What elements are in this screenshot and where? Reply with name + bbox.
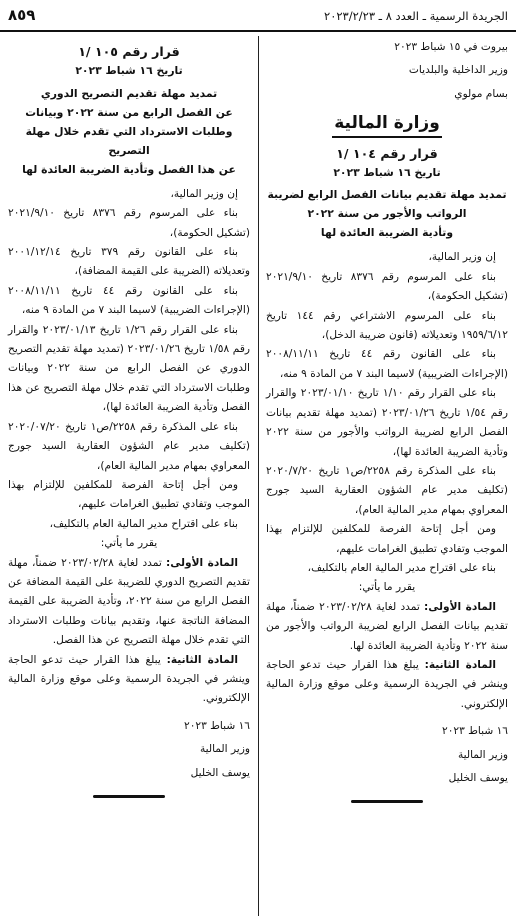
ministry-heading: وزارة المالية <box>334 113 440 134</box>
signature-name: بسام مولوي <box>454 87 508 100</box>
column-divider <box>258 36 259 916</box>
decision-date: تاريخ ١٦ شباط ٢٠٢٣ <box>75 64 183 78</box>
signature-name: يوسف الخليل <box>190 766 250 779</box>
subject-line: وتأدية الضريبة العائدة لها <box>320 226 454 240</box>
page-header <box>0 0 516 32</box>
article-1 <box>8 554 250 651</box>
recital: بناء على القانون رقم ٤٤ تاريخ ٢٠٠٨/١١/١١ (الإجراءات الضريبية) لاسيما البند ٧ من المادة ٩ منه، <box>266 348 508 380</box>
signature-place-date: بيروت في ١٥ شباط ٢٠٢٣ <box>394 41 508 53</box>
page-number: ٨٥٩ <box>8 6 36 24</box>
recital: بناء على اقتراح مدير المالية العام بالتكليف، <box>307 561 496 574</box>
recital: بناء على المرسوم رقم ٨٣٧٦ تاريخ ٢٠٢١/٩/١٠ (تشكيل الحكومة)، <box>8 207 250 239</box>
recital: بناء على القرار رقم ١/٢٦ تاريخ ٢٠٢٣/٠١/١٣ والقرار رقم ١/٥٨ تاريخ ٢٠٢٣/٠١/٢٦ (تمديد مهلة تقديم التصريح الدوري عن الفصل الرابع من سنة ٢٠٢٢ وبيانات وطلبات الاسترداد التي تقدم خلال مهلة التصريح عن هذا الفصل وتأدية الضريبة العائدة لها)، <box>8 323 250 414</box>
article-1-text: تمدد لغاية ٢٠٢٣/٠٢/٢٨ ضمناً، مهلة تقديم بيانات الفصل الرابع لضريبة الرواتب والأجور من سنة ٢٠٢٢ وتأدية الضريبة العائدة لها. <box>266 600 508 652</box>
recital: بناء على المذكرة رقم ٢٢٥٨/ص١ تاريخ ٢٠٢٠/٠٧/٢٠ (تكليف مدير عام الشؤون العقارية السيد جورج المعراوي بمهام مدير المالية العام)، <box>8 420 250 472</box>
decision-number: قرار رقم ١٠٤ /١ <box>336 145 438 161</box>
subject-line: وطلبات الاسترداد التي تقدم خلال مهلة التصريح <box>25 124 233 157</box>
recital: بناء على القرار رقم ١/١٠ تاريخ ٢٠٢٣/٠١/١٠ والقرار رقم ١/٥٤ تاريخ ٢٠٢٣/٠١/٢٦ (تمديد مهلة تقديم بيانات الفصل الرابع لضريبة الرواتب والأجور من سنة ٢٠٢٢ وتأدية الضريبة العائدة لها)، <box>266 387 508 458</box>
recital: بناء على المرسوم رقم ٨٣٧٦ تاريخ ٢٠٢١/٩/١٠ (تشكيل الحكومة)، <box>266 270 508 303</box>
signature-date: ١٦ شباط ٢٠٢٣ <box>442 725 508 738</box>
right-column <box>266 38 508 803</box>
preamble: إن وزير المالية، <box>428 251 496 264</box>
section-separator <box>93 795 165 798</box>
article-2-label: المادة الثانية: <box>166 653 238 666</box>
decision-signature <box>266 722 508 788</box>
signature-title: وزير المالية <box>199 743 250 756</box>
decides-line: يقرر ما يأتي: <box>100 537 158 550</box>
article-1-text: تمدد لغاية ٢٠٢٣/٠٢/٢٨ ضمناً، مهلة تقديم التصريح الدوري للضريبة على القيمة المضافة عن الفصل الرابع من سنة ٢٠٢٢، وتأدية الضريبة على القيمة المضافة الناتجة عنها، وتقديم بيانات وطلبات الاسترداد التي تقدم خلال مهلة التصريح عن هذا الفصل. <box>8 556 251 647</box>
recital: بناء على المذكرة رقم ٢٢٥٨/ص١ تاريخ ٢٠٢٠/٧/٢٠ (تكليف مدير عام الشؤون العقارية السيد جورج المعراوي بمهام مدير المالية العام)، <box>266 464 508 516</box>
article-1 <box>266 598 508 656</box>
preamble: إن وزير المالية، <box>170 187 238 200</box>
decision-signature <box>8 717 250 783</box>
recital: بناء على اقتراح مدير المالية العام بالتكليف، <box>49 517 238 530</box>
decision-date: تاريخ ١٦ شباط ٢٠٢٣ <box>333 166 441 180</box>
subject-line: الرواتب والأجور من سنة ٢٠٢٢ <box>307 207 467 221</box>
recital: بناء على المرسوم الاشتراعي رقم ١٤٤ تاريخ ١٩٥٩/٦/١٢ وتعديلاته (قانون ضريبة الدخل)، <box>266 309 508 342</box>
signature-name: يوسف الخليل <box>448 772 508 784</box>
decision-subject <box>266 185 508 242</box>
article-1-label: المادة الأولى: <box>166 556 239 569</box>
article-2 <box>8 651 250 709</box>
signature-title: وزير الداخلية والبلديات <box>408 64 508 77</box>
section-separator <box>351 800 423 803</box>
article-2 <box>266 656 508 714</box>
left-column <box>8 38 250 798</box>
subject-line: تمديد مهلة تقديم التصريح الدوري <box>40 86 218 100</box>
signature-title: وزير المالية <box>457 748 508 761</box>
ministry-underline <box>332 136 442 138</box>
subject-line: عن الفصل الرابع من سنة ٢٠٢٢ وبيانات <box>25 105 233 119</box>
signature-date: ١٦ شباط ٢٠٢٣ <box>184 719 250 732</box>
article-1-label: المادة الأولى: <box>424 600 497 613</box>
decision-number: قرار رقم ١٠٥ /١ <box>78 44 180 59</box>
article-2-label: المادة الثانية: <box>424 658 496 671</box>
article-2-text: يبلغ هذا القرار حيث تدعو الحاجة وينشر في الجريدة الرسمية وعلى موقع وزارة المالية الإلكتروني. <box>8 653 250 705</box>
recital: ومن أجل إتاحة الفرصة للمكلفين للإلتزام بهذا الموجب وتفادي تطبيق الغرامات عليهم، <box>8 478 250 511</box>
subject-line: تمديد مهلة تقديم بيانات الفصل الرابع لضريبة <box>267 188 507 202</box>
previous-signature <box>266 38 508 104</box>
recital: ومن أجل إتاحة الفرصة للمكلفين للإلتزام بهذا الموجب وتفادي تطبيق الغرامات عليهم، <box>266 523 508 555</box>
recital: بناء على القانون رقم ٤٤ تاريخ ٢٠٠٨/١١/١١ (الإجراءات الضريبية) لاسيما البند ٧ من المادة ٩ منه، <box>8 284 250 317</box>
decides-line: يقرر ما يأتي: <box>358 581 416 594</box>
recital: بناء على القانون رقم ٣٧٩ تاريخ ٢٠٠١/١٢/١٤ وتعديلاته (الضريبة على القيمة المضافة)، <box>8 246 250 278</box>
gazette-title: الجريدة الرسمية ـ العدد ٨ ـ ٢٠٢٣/٢/٢٣ <box>324 9 508 23</box>
subject-line: عن هذا الفصل وتأدية الضريبة العائدة لها <box>22 162 236 176</box>
decision-subject <box>8 84 250 179</box>
article-2-text: يبلغ هذا القرار حيث تدعو الحاجة وينشر في الجريدة الرسمية وعلى موقع وزارة المالية الإلكتروني. <box>266 658 508 710</box>
